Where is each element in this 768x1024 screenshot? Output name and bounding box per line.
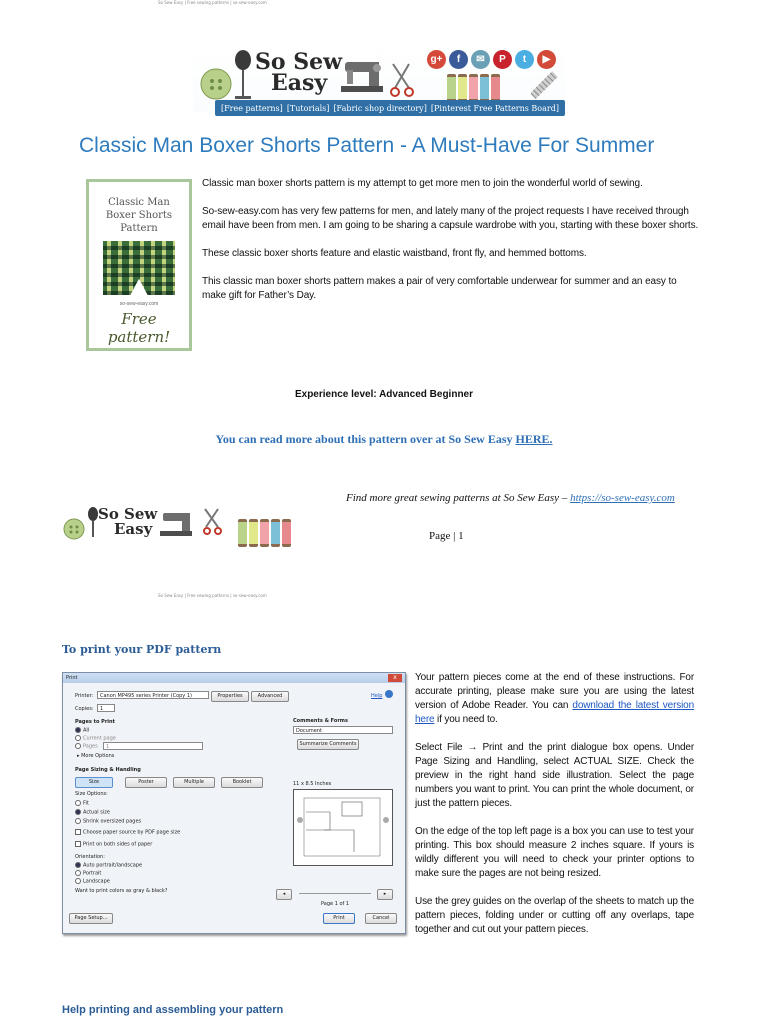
thread-spool — [469, 74, 478, 102]
tape-measure-icon — [531, 70, 559, 100]
thread-spool — [491, 74, 500, 102]
advanced-button[interactable]: Advanced — [251, 691, 289, 702]
pages-to-print-heading: Pages to Print — [75, 719, 115, 725]
more-options-toggle[interactable]: ▸ More Options — [77, 753, 115, 759]
page-header-microtext: So Sew Easy | Free sewing patterns | so-sew-easy.com — [158, 593, 267, 598]
pages-range-input[interactable]: 1 — [103, 742, 203, 750]
radio-portrait[interactable]: Portrait — [75, 870, 101, 877]
checkbox-both-sides[interactable]: Print on both sides of paper — [75, 841, 152, 848]
sewing-machine-icon — [341, 56, 385, 94]
pattern-cover-image — [86, 179, 192, 351]
social-icon[interactable]: P — [493, 50, 512, 69]
footer-logo — [62, 505, 312, 543]
instruction-paragraph: Your pattern pieces come at the end of these instructions. For accurate printing, please make sure you are using the latest version of Adobe Reader. You can download the latest version here if you need to. — [415, 672, 694, 725]
download-adobe-link[interactable]: download the latest version here — [415, 700, 694, 725]
cover-title — [89, 196, 189, 235]
intro-paragraph: So-sew-easy.com has very few patterns for men, and lately many of the project requests I have received through email have been from men. I am going to be sharing a capsule wardrobe with you, starting with these boxer shorts. — [202, 206, 699, 231]
social-icon[interactable]: ▶ — [537, 50, 556, 69]
size-button[interactable]: Size — [75, 777, 113, 788]
brand-line-2: Easy — [271, 70, 328, 96]
radio-current-page[interactable]: Current page — [75, 735, 116, 742]
print-dialog-screenshot — [62, 672, 406, 934]
page-slider[interactable] — [299, 893, 371, 894]
sewing-machine-icon — [160, 509, 194, 539]
nav-link[interactable]: [Free patterns] — [221, 103, 283, 113]
page-number: Page | 1 — [429, 530, 464, 542]
find-more-line — [346, 492, 675, 504]
radio-fit[interactable]: Fit — [75, 800, 89, 807]
nav-link[interactable]: [Tutorials] — [286, 103, 330, 113]
site-banner[interactable] — [193, 44, 565, 122]
find-more-text: Find more great sewing patterns at So Sew Easy – — [346, 492, 571, 504]
footer-brand-line-1: So Sew — [98, 505, 158, 523]
prev-page-button[interactable]: ◂ — [276, 889, 292, 900]
social-icon[interactable]: g+ — [427, 50, 446, 69]
brand-wordmark — [255, 49, 343, 96]
grey-print-question: Want to print colors as gray & black? — [75, 888, 168, 894]
footer-brand-line-2: Easy — [114, 520, 153, 538]
section-heading-help: Help printing and assembling your pattern — [62, 1004, 284, 1016]
social-icon[interactable]: ✉ — [471, 50, 490, 69]
next-page-button[interactable]: ▸ — [377, 889, 393, 900]
scissors-icon — [202, 507, 226, 537]
instruction-paragraph: Select File → Print and the print dialogue box opens. Under Page Sizing and Handling, select ACTUAL SIZE. Check the preview in the right hand side illustration. Select the page numbers you want to print. You can print the whole document, or just the pattern pieces. — [415, 742, 694, 809]
social-icon[interactable]: f — [449, 50, 468, 69]
thread-spool — [260, 519, 269, 547]
instruction-paragraph: Use the grey guides on the overlap of the sheets to match up the pattern pieces, folding under or cutting off any overlaps, tape together and cut out your pattern pieces. — [415, 896, 694, 935]
cover-title-line-1: Classic Man — [108, 197, 170, 208]
thread-spool — [458, 74, 467, 102]
preview-page-drawing — [294, 790, 392, 865]
dress-form-icon — [231, 46, 255, 104]
boxer-shorts-photo — [103, 241, 175, 295]
social-icons — [427, 50, 556, 69]
size-options-label: Size Options: — [75, 791, 108, 797]
intro-paragraph: This classic man boxer shorts pattern makes a pair of very comfortable underwear for summer and an easy to make gift for Father’s Day. — [202, 276, 677, 301]
scissors-icon — [389, 62, 417, 98]
orientation-label: Orientation: — [75, 854, 105, 860]
thread-spools-icon — [238, 519, 291, 547]
paper-size-label: 11 x 8.5 Inches — [293, 781, 332, 787]
cover-badge: Free pattern! — [107, 310, 171, 346]
experience-level: Experience level: Advanced Beginner — [294, 389, 474, 400]
page-sizing-heading: Page Sizing & Handling — [75, 767, 141, 773]
brand-line-1: So Sew — [255, 49, 343, 75]
thread-spool — [447, 74, 456, 102]
multiple-button[interactable]: Multiple — [173, 777, 215, 788]
social-icon[interactable]: t — [515, 50, 534, 69]
read-more-link[interactable]: HERE. — [515, 432, 553, 446]
dialog-title: Print — [66, 675, 78, 681]
comments-forms-heading: Comments & Forms — [293, 718, 348, 724]
help-link[interactable]: Help — [371, 693, 383, 699]
print-button[interactable]: Print — [323, 913, 355, 924]
page-title: Classic Man Boxer Shorts Pattern - A Must-Have For Summer — [79, 134, 655, 157]
nav-link[interactable]: [Fabric shop directory] — [333, 103, 427, 113]
cover-title-line-2: Boxer Shorts — [105, 210, 173, 221]
checkbox-paper-source[interactable]: Choose paper source by PDF page size — [75, 829, 180, 836]
copies-label: Copies: — [75, 706, 94, 712]
print-instructions — [415, 671, 694, 951]
radio-pages[interactable]: Pages — [75, 743, 98, 750]
button-icon — [196, 64, 236, 104]
radio-landscape[interactable]: Landscape — [75, 878, 110, 885]
banner-navbar — [215, 100, 565, 116]
help-icon[interactable] — [385, 690, 393, 698]
radio-auto-orientation[interactable]: Auto portrait/landscape — [75, 862, 142, 869]
find-more-link[interactable]: https://so-sew-easy.com — [570, 492, 675, 504]
radio-actual-size[interactable]: Actual size — [75, 809, 110, 816]
radio-all[interactable]: All — [75, 727, 89, 734]
summarize-comments-button[interactable]: Summarize Comments — [297, 739, 359, 750]
poster-button[interactable]: Poster — [125, 777, 167, 788]
printer-label: Printer: — [75, 693, 94, 699]
thread-spool — [480, 74, 489, 102]
page-header-microtext: So Sew Easy | Free sewing patterns | so-sew-easy.com — [158, 0, 267, 5]
thread-spool — [249, 519, 258, 547]
page-setup-button[interactable]: Page Setup... — [69, 913, 113, 924]
thread-spool — [282, 519, 291, 547]
thread-spool — [238, 519, 247, 547]
footer-brand-wordmark — [98, 507, 157, 537]
thread-spool — [271, 519, 280, 547]
intro-text — [202, 177, 700, 317]
cover-url: so-sew-easy.com — [119, 301, 159, 307]
thread-spools-icon — [447, 74, 500, 102]
intro-paragraph: Classic man boxer shorts pattern is my attempt to get more men to join the wonderful world of sewing. — [202, 178, 643, 189]
properties-button[interactable]: Properties — [211, 691, 249, 702]
copies-input[interactable]: 1 — [97, 704, 115, 712]
printer-select[interactable]: Canon MP495 series Printer (Copy 1) — [97, 691, 209, 699]
page-of-label: Page 1 of 1 — [321, 901, 350, 907]
cancel-button[interactable]: Cancel — [365, 913, 397, 924]
close-icon[interactable]: x — [388, 674, 402, 682]
print-preview — [293, 789, 393, 866]
section-heading-print: To print your PDF pattern — [62, 643, 222, 656]
intro-paragraph: These classic boxer shorts feature and elastic waistband, front fly, and hemmed bottoms. — [202, 248, 587, 259]
dialog-titlebar — [63, 673, 405, 683]
cover-title-line-3: Pattern — [120, 223, 158, 234]
comments-select[interactable]: Document — [293, 726, 393, 734]
booklet-button[interactable]: Booklet — [221, 777, 263, 788]
nav-link[interactable]: [Pinterest Free Patterns Board] — [430, 103, 559, 113]
read-more-line — [0, 432, 768, 447]
read-more-text: You can read more about this pattern over at So Sew Easy — [215, 432, 516, 446]
radio-shrink[interactable]: Shrink oversized pages — [75, 818, 141, 825]
instruction-paragraph: On the edge of the top left page is a box you can use to test your printing. This box should measure 2 inches square. If yours is wildly different you will need to check your printer options to make sure the pages are not being resized. — [415, 826, 694, 879]
